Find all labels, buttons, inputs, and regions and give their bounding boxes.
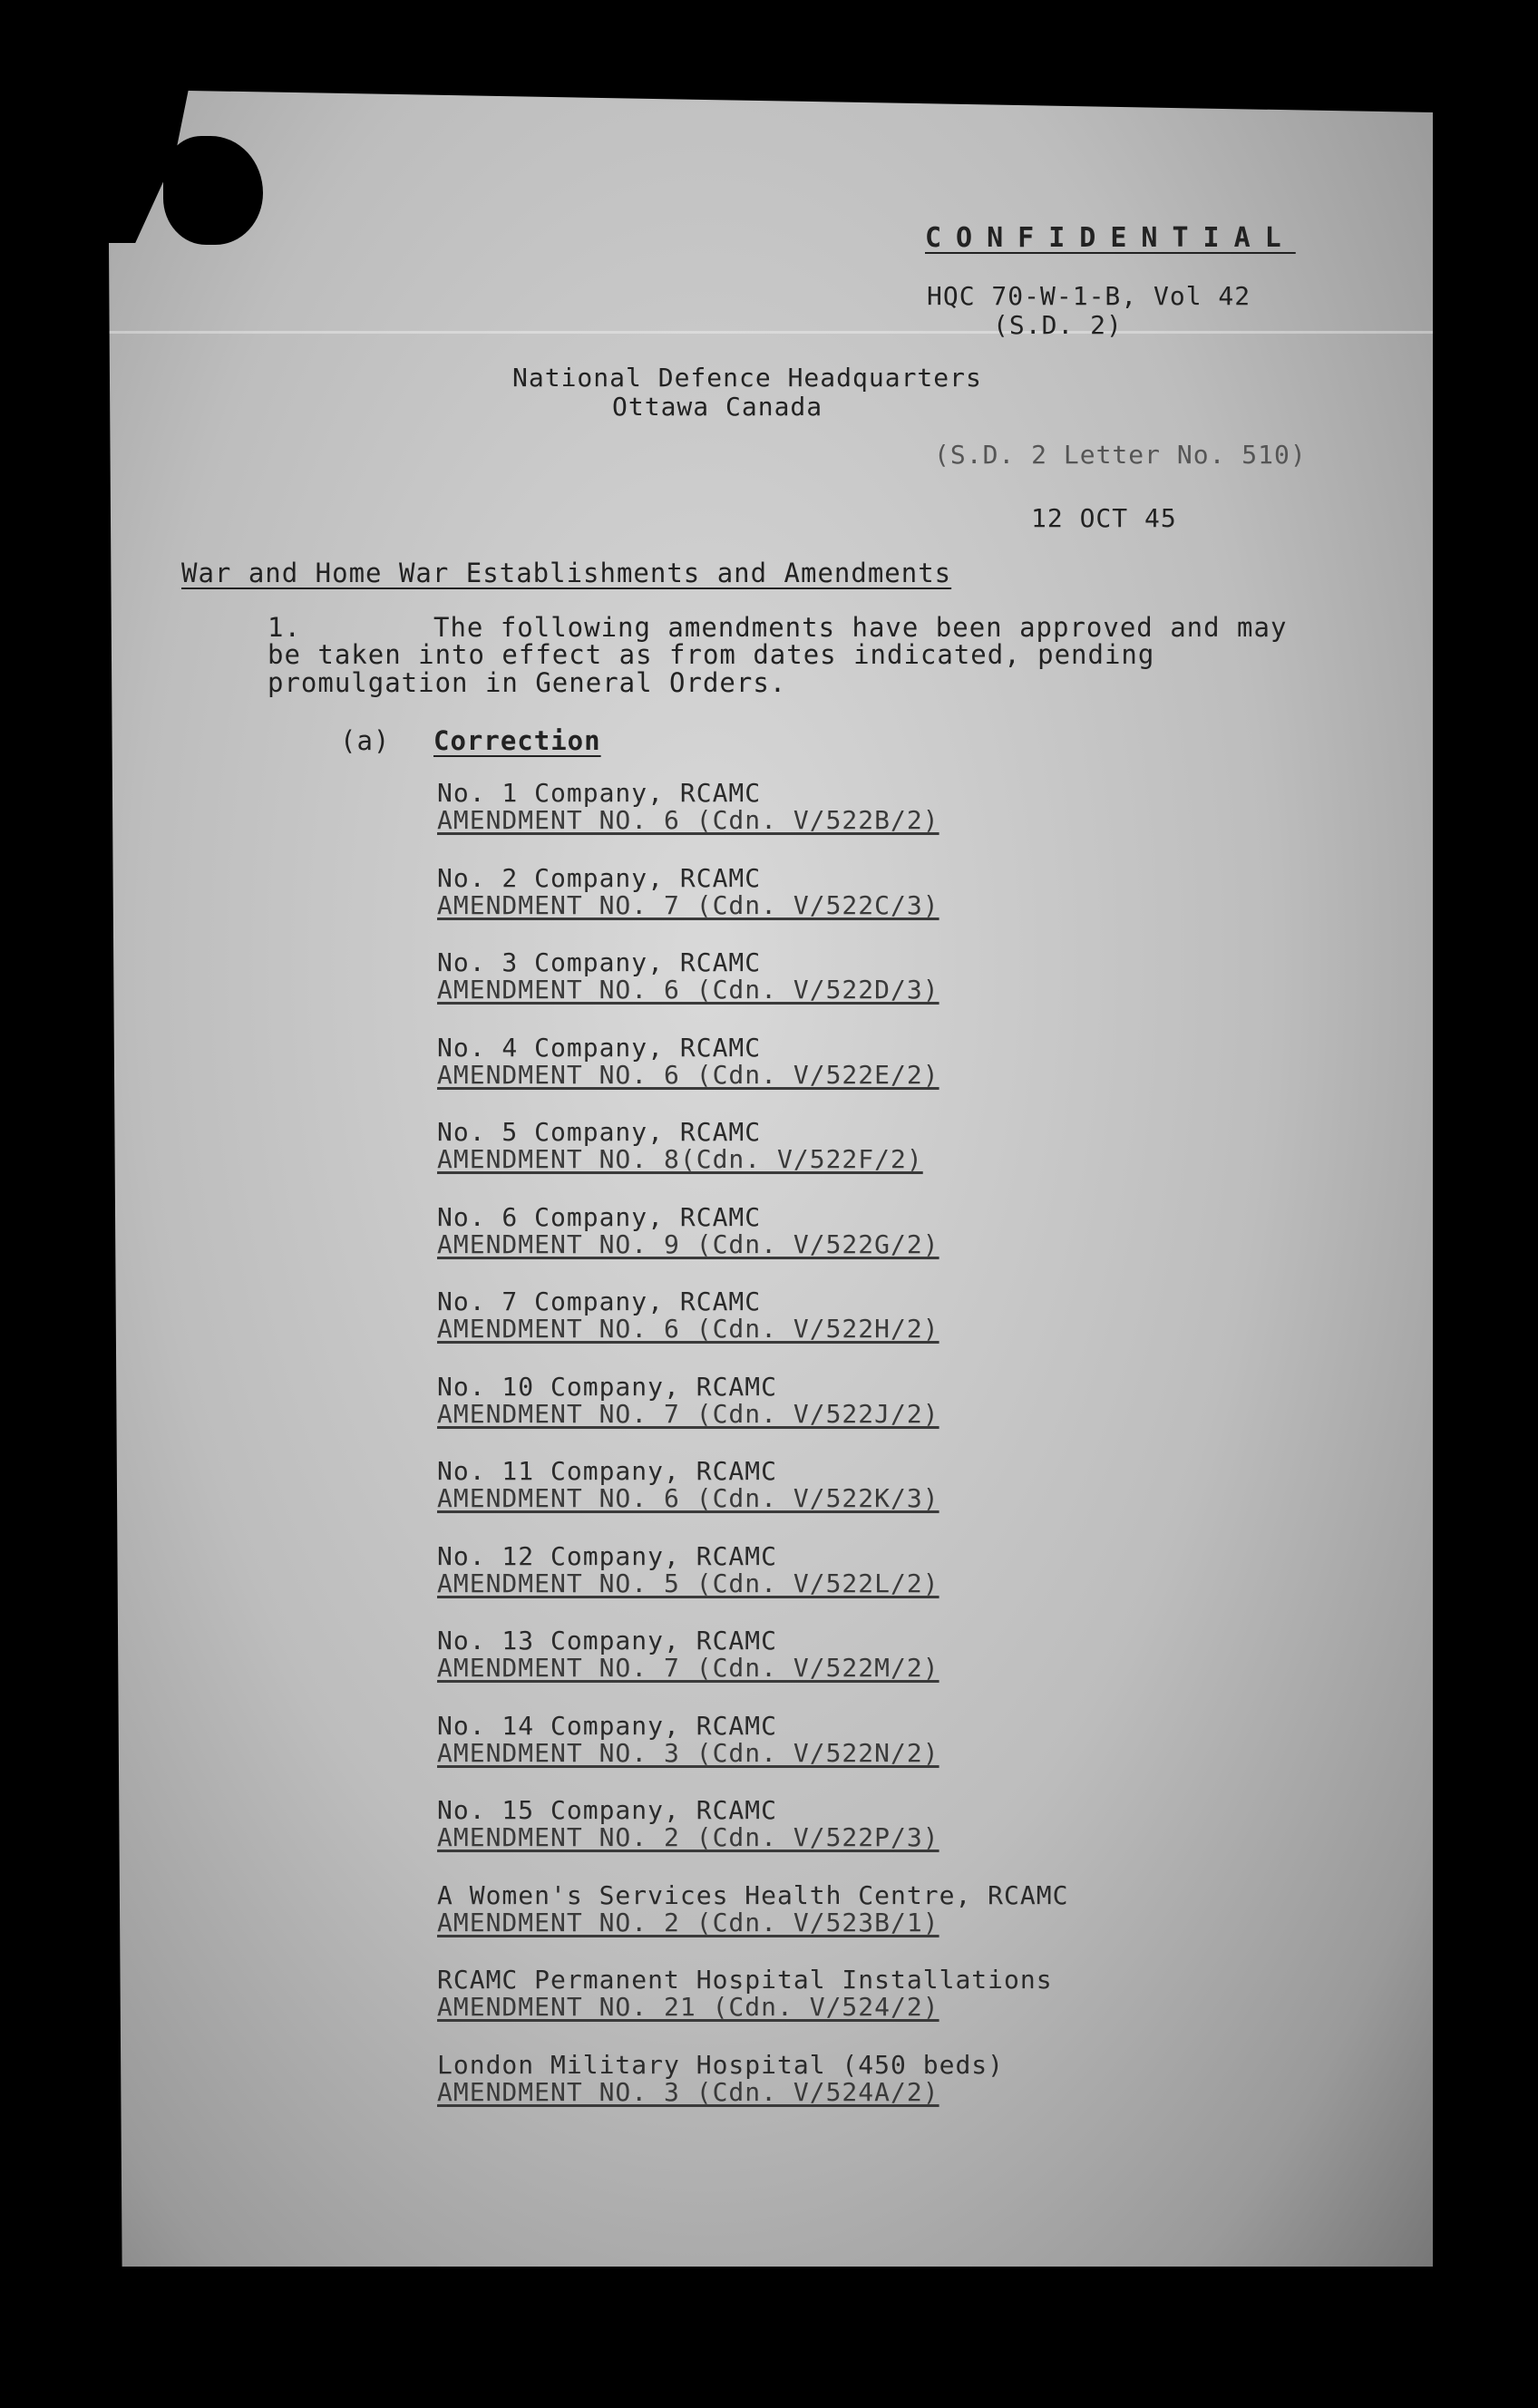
unit-name: No. 11 Company, RCAMC bbox=[437, 1456, 778, 1486]
unit-name: No. 2 Company, RCAMC bbox=[437, 862, 762, 893]
sub-item-heading: Correction bbox=[433, 725, 601, 756]
list-item bbox=[437, 1034, 1253, 1120]
list-item bbox=[437, 1458, 1253, 1543]
list-item bbox=[437, 2049, 1253, 2137]
sub-item-label: (a) bbox=[340, 725, 391, 756]
file-reference: HQC 70-W-1-B, Vol 42 bbox=[927, 281, 1251, 311]
paragraph-line-2: be taken into effect as from dates indicated, pending bbox=[268, 639, 1155, 670]
fold-line bbox=[109, 331, 1433, 334]
unit-name: No. 10 Company, RCAMC bbox=[437, 1371, 778, 1402]
paragraph-line-1: The following amendments have been approved and may bbox=[433, 612, 1288, 643]
unit-name: RCAMC Permanent Hospital Installations bbox=[437, 1965, 1053, 1995]
unit-name: No. 14 Company, RCAMC bbox=[437, 1710, 778, 1741]
list-item bbox=[437, 780, 1253, 865]
list-item bbox=[437, 1288, 1253, 1374]
unit-name: London Military Hospital (450 beds) bbox=[437, 2049, 1005, 2080]
unit-name: No. 7 Company, RCAMC bbox=[437, 1287, 762, 1316]
amendment-ref: AMENDMENT NO. 8(Cdn. V/522F/2) bbox=[437, 1144, 923, 1174]
list-item bbox=[437, 1710, 1253, 1798]
amendment-ref: AMENDMENT NO. 21 (Cdn. V/524/2) bbox=[437, 1992, 939, 2022]
amendment-ref: AMENDMENT NO. 6 (Cdn. V/522B/2) bbox=[437, 805, 939, 835]
amendment-ref: AMENDMENT NO. 2 (Cdn. V/522P/3) bbox=[437, 1822, 939, 1852]
amendment-ref: AMENDMENT NO. 6 (Cdn. V/522D/3) bbox=[437, 975, 939, 1005]
amendment-ref: AMENDMENT NO. 7 (Cdn. V/522C/3) bbox=[437, 889, 939, 920]
punch-hole bbox=[163, 136, 263, 245]
unit-name: A Women's Services Health Centre, RCAMC bbox=[437, 1879, 1069, 1910]
list-item bbox=[437, 862, 1253, 950]
subject-line: War and Home War Establishments and Amendments bbox=[181, 558, 952, 588]
document-date: 12 OCT 45 bbox=[1031, 503, 1177, 533]
amendment-ref: AMENDMENT NO. 7 (Cdn. V/522M/2) bbox=[437, 1653, 939, 1683]
list-item bbox=[437, 1540, 1253, 1628]
classification-marking: CONFIDENTIAL bbox=[925, 222, 1296, 254]
letter-number: (S.D. 2 Letter No. 510) bbox=[934, 440, 1307, 470]
list-item bbox=[437, 1119, 1253, 1204]
amendment-ref: AMENDMENT NO. 6 (Cdn. V/522H/2) bbox=[437, 1314, 939, 1344]
origin-line-1: National Defence Headquarters bbox=[512, 363, 982, 393]
amendment-ref: AMENDMENT NO. 5 (Cdn. V/522L/2) bbox=[437, 1568, 939, 1598]
unit-name: No. 4 Company, RCAMC bbox=[437, 1032, 762, 1063]
file-reference-sub: (S.D. 2) bbox=[993, 310, 1123, 340]
amendment-ref: AMENDMENT NO. 6 (Cdn. V/522E/2) bbox=[437, 1059, 939, 1090]
amendment-list bbox=[437, 780, 1253, 2136]
paragraph-line-3: promulgation in General Orders. bbox=[268, 667, 787, 698]
amendment-ref: AMENDMENT NO. 6 (Cdn. V/522K/3) bbox=[437, 1483, 939, 1513]
list-item bbox=[437, 1201, 1253, 1289]
amendment-ref: AMENDMENT NO. 9 (Cdn. V/522G/2) bbox=[437, 1228, 939, 1259]
list-item bbox=[437, 1797, 1253, 1882]
list-item bbox=[437, 1879, 1253, 1967]
unit-name: No. 15 Company, RCAMC bbox=[437, 1795, 778, 1825]
amendment-ref: AMENDMENT NO. 7 (Cdn. V/522J/2) bbox=[437, 1398, 939, 1429]
unit-name: No. 13 Company, RCAMC bbox=[437, 1626, 778, 1656]
unit-name: No. 1 Company, RCAMC bbox=[437, 778, 762, 808]
amendment-ref: AMENDMENT NO. 2 (Cdn. V/523B/1) bbox=[437, 1907, 939, 1937]
origin-line-2: Ottawa Canada bbox=[612, 392, 823, 422]
unit-name: No. 3 Company, RCAMC bbox=[437, 947, 762, 977]
list-item bbox=[437, 1966, 1253, 2052]
unit-name: No. 5 Company, RCAMC bbox=[437, 1117, 762, 1147]
paragraph-number: 1. bbox=[268, 612, 301, 643]
amendment-ref: AMENDMENT NO. 3 (Cdn. V/522N/2) bbox=[437, 1737, 939, 1768]
list-item bbox=[437, 1371, 1253, 1459]
list-item bbox=[437, 1627, 1253, 1713]
unit-name: No. 12 Company, RCAMC bbox=[437, 1540, 778, 1571]
list-item bbox=[437, 949, 1253, 1034]
unit-name: No. 6 Company, RCAMC bbox=[437, 1201, 762, 1232]
amendment-ref: AMENDMENT NO. 3 (Cdn. V/524A/2) bbox=[437, 2076, 939, 2107]
